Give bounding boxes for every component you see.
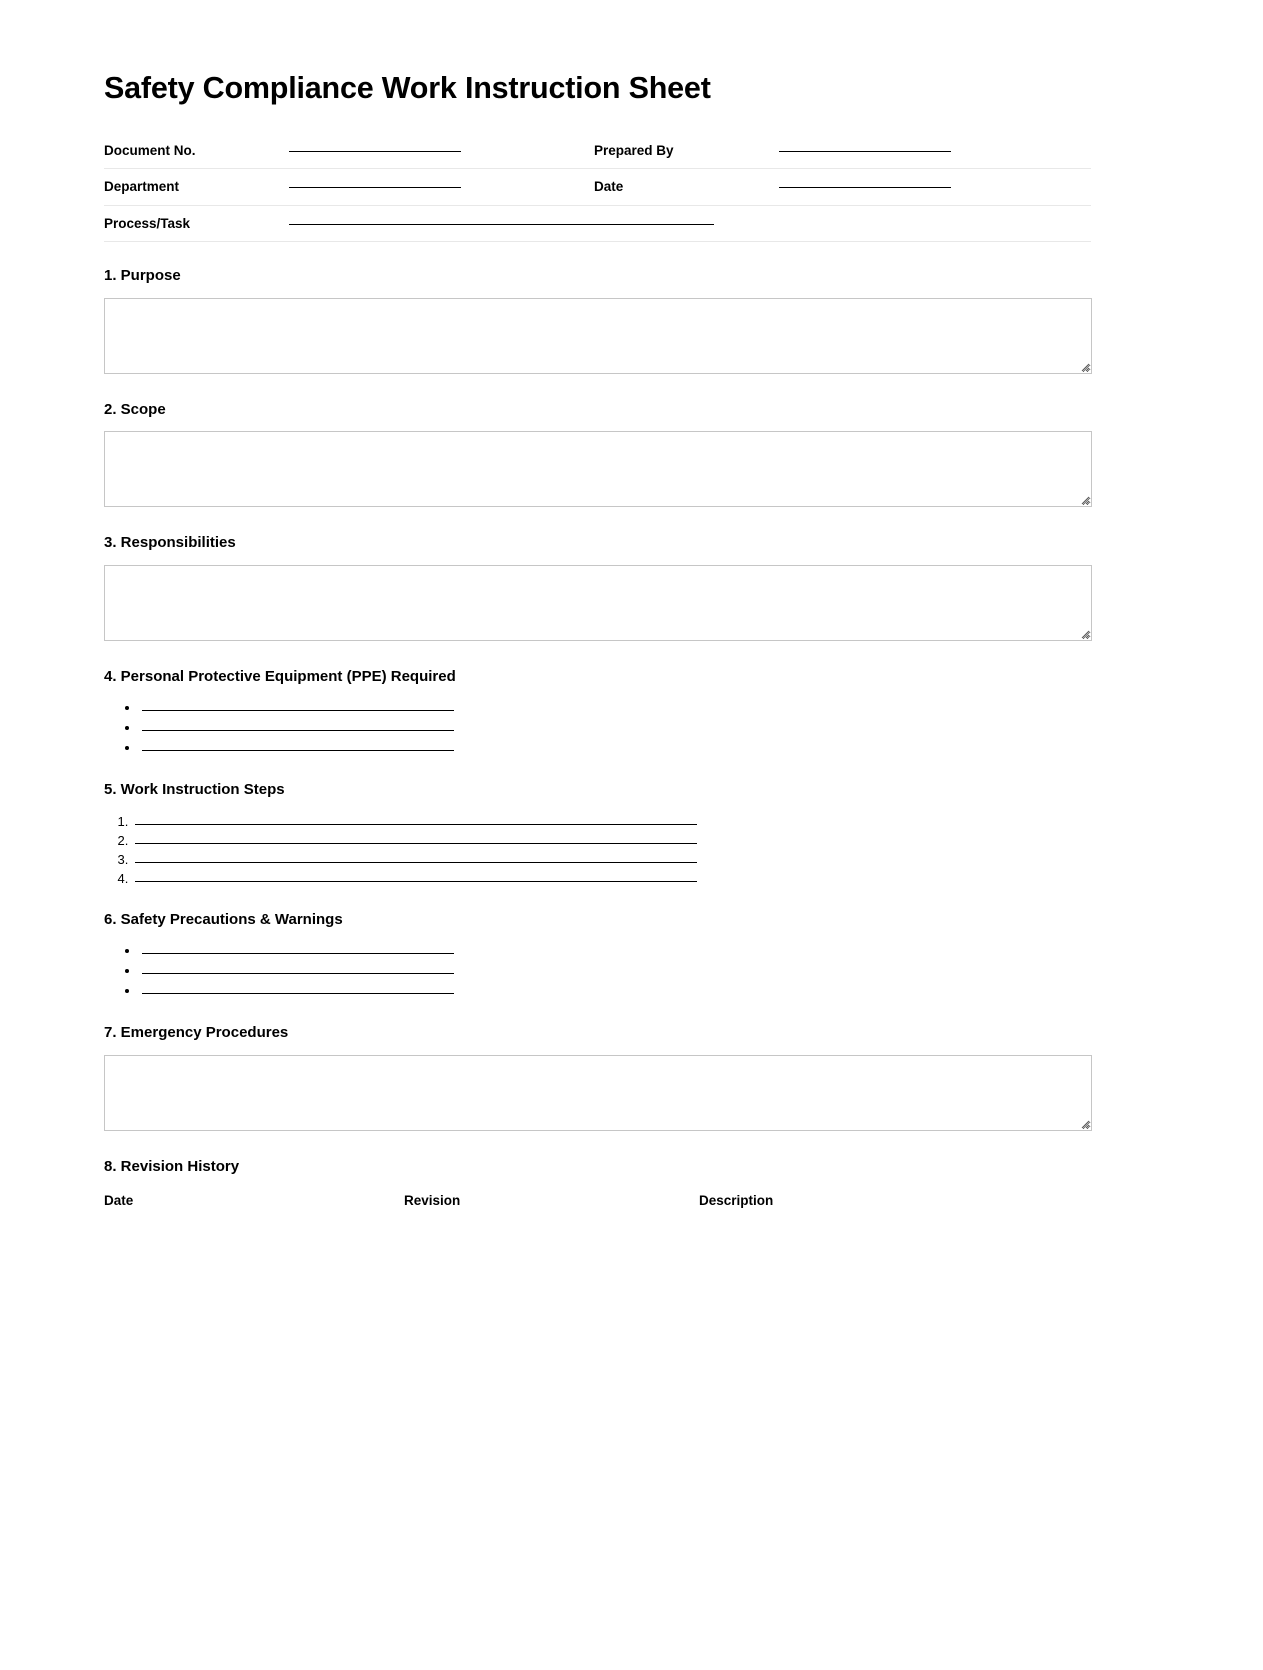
step-fill-line-1[interactable]: [135, 812, 697, 825]
section-scope: [104, 400, 1159, 508]
ppe-fill-line-3[interactable]: [142, 738, 454, 751]
emergency-procedures-input-wrap: [104, 1055, 1092, 1131]
list-item: [132, 831, 1159, 850]
revision-history-table: [104, 1188, 1092, 1214]
column-header-date: Date: [104, 1193, 134, 1209]
ppe-fill-line-1[interactable]: [142, 698, 454, 711]
document-no-fill-line[interactable]: [289, 151, 461, 152]
safety-fill-line-2[interactable]: [142, 961, 454, 974]
table-header-row: [104, 1188, 1092, 1214]
safety-fill-line-1[interactable]: [142, 941, 454, 954]
department-fill-line[interactable]: [289, 187, 461, 188]
column-header-description: Description: [699, 1193, 774, 1209]
field-department[interactable]: [289, 169, 594, 206]
ppe-fill-line-2[interactable]: [142, 718, 454, 731]
work-steps-numbered-list: [104, 812, 1159, 888]
section-heading-emergency-procedures: 7. Emergency Procedures: [104, 1024, 289, 1042]
section-revision-history: [104, 1157, 1159, 1214]
scope-input-wrap: [104, 431, 1092, 507]
step-fill-line-4[interactable]: [135, 869, 697, 882]
section-responsibilities: [104, 533, 1159, 641]
label-date: Date: [594, 179, 624, 195]
field-document-no[interactable]: [289, 133, 594, 169]
label-prepared-by: Prepared By: [594, 142, 674, 158]
safety-precautions-bullet-list: [104, 941, 1159, 1001]
step-fill-line-2[interactable]: [135, 831, 697, 844]
list-item: [140, 961, 1159, 981]
field-process-task[interactable]: [289, 205, 1091, 242]
purpose-textarea[interactable]: [104, 298, 1092, 374]
section-heading-safety-precautions: 6. Safety Precautions & Warnings: [104, 910, 343, 928]
list-item: [132, 850, 1159, 869]
section-safety-precautions: [104, 910, 1159, 1002]
label-document-no: Document No.: [104, 142, 196, 158]
section-work-instruction-steps: [104, 780, 1159, 888]
list-item: [132, 869, 1159, 888]
column-header-revision: Revision: [404, 1193, 461, 1209]
date-fill-line[interactable]: [779, 187, 951, 188]
field-date[interactable]: [779, 169, 1091, 206]
scope-textarea[interactable]: [104, 431, 1092, 507]
field-prepared-by[interactable]: [779, 133, 1091, 169]
section-heading-responsibilities: 3. Responsibilities: [104, 534, 236, 552]
header-row-department: [104, 169, 1091, 206]
document-header-table: [104, 133, 1091, 243]
responsibilities-textarea[interactable]: [104, 565, 1092, 641]
ppe-bullet-list: [104, 698, 1159, 758]
section-heading-work-instruction-steps: 5. Work Instruction Steps: [104, 781, 285, 799]
list-item: [140, 981, 1159, 1001]
section-heading-purpose: 1. Purpose: [104, 267, 181, 285]
list-item: [140, 738, 1159, 758]
section-heading-ppe-required: 4. Personal Protective Equipment (PPE) Required: [104, 667, 456, 685]
header-row-document-no: [104, 133, 1091, 169]
list-item: [140, 698, 1159, 718]
prepared-by-fill-line[interactable]: [779, 151, 951, 152]
header-row-process-task: [104, 205, 1091, 242]
label-department: Department: [104, 179, 180, 195]
section-heading-scope: 2. Scope: [104, 400, 166, 418]
responsibilities-input-wrap: [104, 565, 1092, 641]
step-fill-line-3[interactable]: [135, 850, 697, 863]
section-ppe-required: [104, 667, 1159, 759]
list-item: [132, 812, 1159, 831]
section-heading-revision-history: 8. Revision History: [104, 1157, 240, 1175]
label-process-task: Process/Task: [104, 215, 191, 231]
page-title: Safety Compliance Work Instruction Sheet: [104, 71, 711, 105]
list-item: [140, 718, 1159, 738]
purpose-input-wrap: [104, 298, 1092, 374]
safety-fill-line-3[interactable]: [142, 981, 454, 994]
emergency-procedures-textarea[interactable]: [104, 1055, 1092, 1131]
section-purpose: [104, 266, 1159, 374]
list-item: [140, 941, 1159, 961]
section-emergency-procedures: [104, 1023, 1159, 1131]
process-task-fill-line[interactable]: [289, 224, 714, 225]
